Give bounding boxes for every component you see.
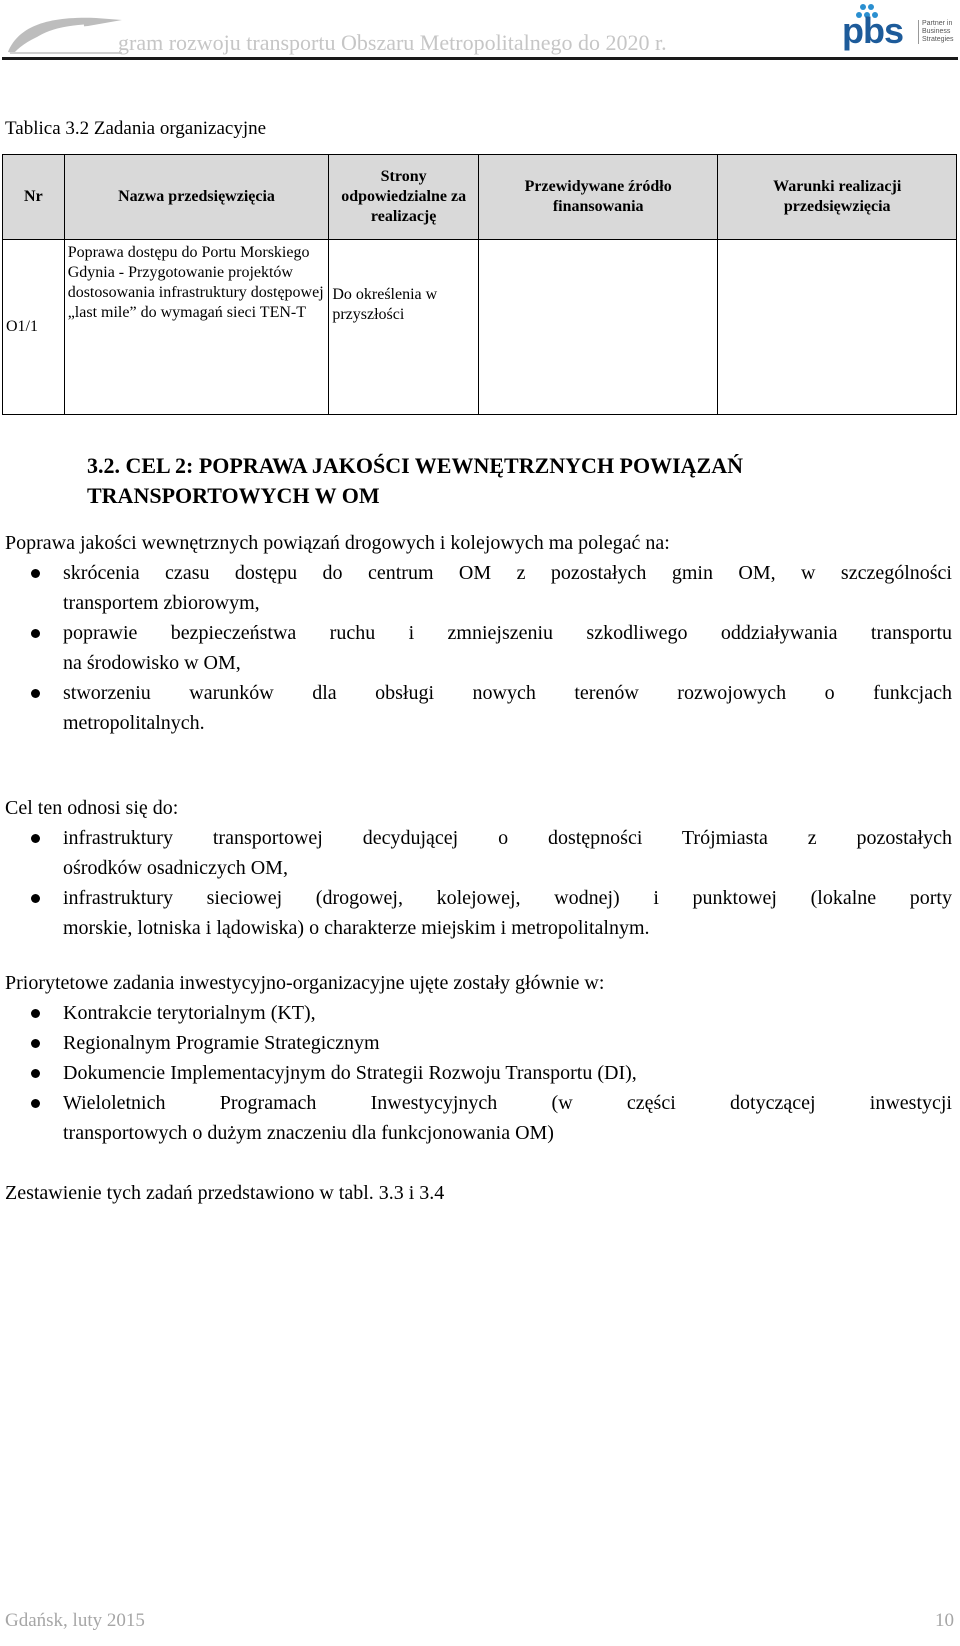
bullet-list-2 bbox=[0, 823, 952, 943]
intro-paragraph-3: Priorytetowe zadania inwestycyjno-organizacyjne ujęte zostały głównie w: bbox=[5, 972, 605, 994]
col-header-name: Nazwa przedsięwzięcia bbox=[64, 155, 329, 240]
footer-page-number: 10 bbox=[935, 1610, 954, 1631]
header-title: gram rozwoju transportu Obszaru Metropolitalnego do 2020 r. bbox=[118, 30, 667, 55]
list-item: infrastruktury sieciowej (drogowej, kolejowej, wodnej) i punktowej (lokalne porty morskie, lotniska i lądowiska) o charakterze miejskim i metropolitalnym. bbox=[0, 883, 952, 943]
bullet-icon bbox=[31, 834, 40, 843]
road-logo-icon bbox=[4, 6, 124, 56]
table-row bbox=[3, 240, 957, 415]
col-header-funding: Przewidywane źródło finansowania bbox=[478, 155, 718, 240]
list-item: skrócenia czasu dostępu do centrum OM z pozostałych gmin OM, w szczególności transportem zbiorowym, bbox=[0, 558, 952, 618]
bullet-list-1 bbox=[0, 558, 952, 738]
pbs-logo-text: pbs bbox=[842, 10, 904, 51]
bullet-icon bbox=[31, 894, 40, 903]
pbs-logo-tagline: Partner in Business Strategies bbox=[918, 20, 960, 44]
cell-responsible: Do określenia w przyszłości bbox=[329, 240, 479, 415]
cell-nr: O1/1 bbox=[3, 240, 65, 415]
list-item: infrastruktury transportowej decydującej o dostępności Trójmiasta z pozostałych ośrodków osadniczych OM, bbox=[0, 823, 952, 883]
col-header-responsible: Strony odpowiedzialne za realizację bbox=[329, 155, 479, 240]
list-item: stworzeniu warunków dla obsługi nowych terenów rozwojowych o funkcjach metropolitalnych. bbox=[0, 678, 952, 738]
footer-place-date: Gdańsk, luty 2015 bbox=[5, 1610, 145, 1631]
bullet-icon bbox=[31, 1039, 40, 1048]
bullet-icon bbox=[31, 689, 40, 698]
list-item: Dokumencie Implementacyjnym do Strategii Rozwoju Transportu (DI), bbox=[0, 1058, 952, 1088]
col-header-conditions: Warunki realizacji przedsięwzięcia bbox=[718, 155, 957, 240]
table-caption: Tablica 3.2 Zadania organizacyjne bbox=[5, 118, 267, 139]
summary-paragraph: Zestawienie tych zadań przedstawiono w tabl. 3.3 i 3.4 bbox=[5, 1182, 445, 1204]
page-header bbox=[0, 0, 960, 62]
header-rule bbox=[2, 57, 958, 60]
bullet-icon bbox=[31, 569, 40, 578]
intro-paragraph-2: Cel ten odnosi się do: bbox=[5, 797, 179, 819]
section-heading: 3.2. CEL 2: POPRAWA JAKOŚCI WEWNĘTRZNYCH POWIĄZAŃ TRANSPORTOWYCH W OM bbox=[87, 453, 744, 508]
bullet-icon bbox=[31, 629, 40, 638]
list-item: Kontrakcie terytorialnym (KT), bbox=[0, 998, 952, 1028]
list-item: poprawie bezpieczeństwa ruchu i zmniejszeniu szkodliwego oddziaływania transportu na środowisko w OM, bbox=[0, 618, 952, 678]
bullet-icon bbox=[31, 1069, 40, 1078]
pbs-logo bbox=[842, 4, 956, 56]
intro-paragraph-1: Poprawa jakości wewnętrznych powiązań drogowych i kolejowych ma polegać na: bbox=[5, 532, 670, 554]
tasks-table bbox=[2, 154, 957, 415]
cell-name: Poprawa dostępu do Portu Morskiego Gdynia - Przygotowanie projektów dostosowania infrastruktury dostępowej „last mile” do wymagań sieci TEN-T bbox=[64, 240, 329, 415]
bullet-list-3 bbox=[0, 998, 952, 1148]
bullet-icon bbox=[31, 1009, 40, 1018]
cell-funding bbox=[478, 240, 718, 415]
cell-conditions bbox=[718, 240, 957, 415]
list-item: Wieloletnich Programach Inwestycyjnych (w części dotyczącej inwestycji transportowych o dużym znaczeniu dla funkcjonowania OM) bbox=[0, 1088, 952, 1148]
list-item: Regionalnym Programie Strategicznym bbox=[0, 1028, 952, 1058]
col-header-nr: Nr bbox=[3, 155, 65, 240]
table-header-row bbox=[3, 155, 957, 240]
bullet-icon bbox=[31, 1099, 40, 1108]
